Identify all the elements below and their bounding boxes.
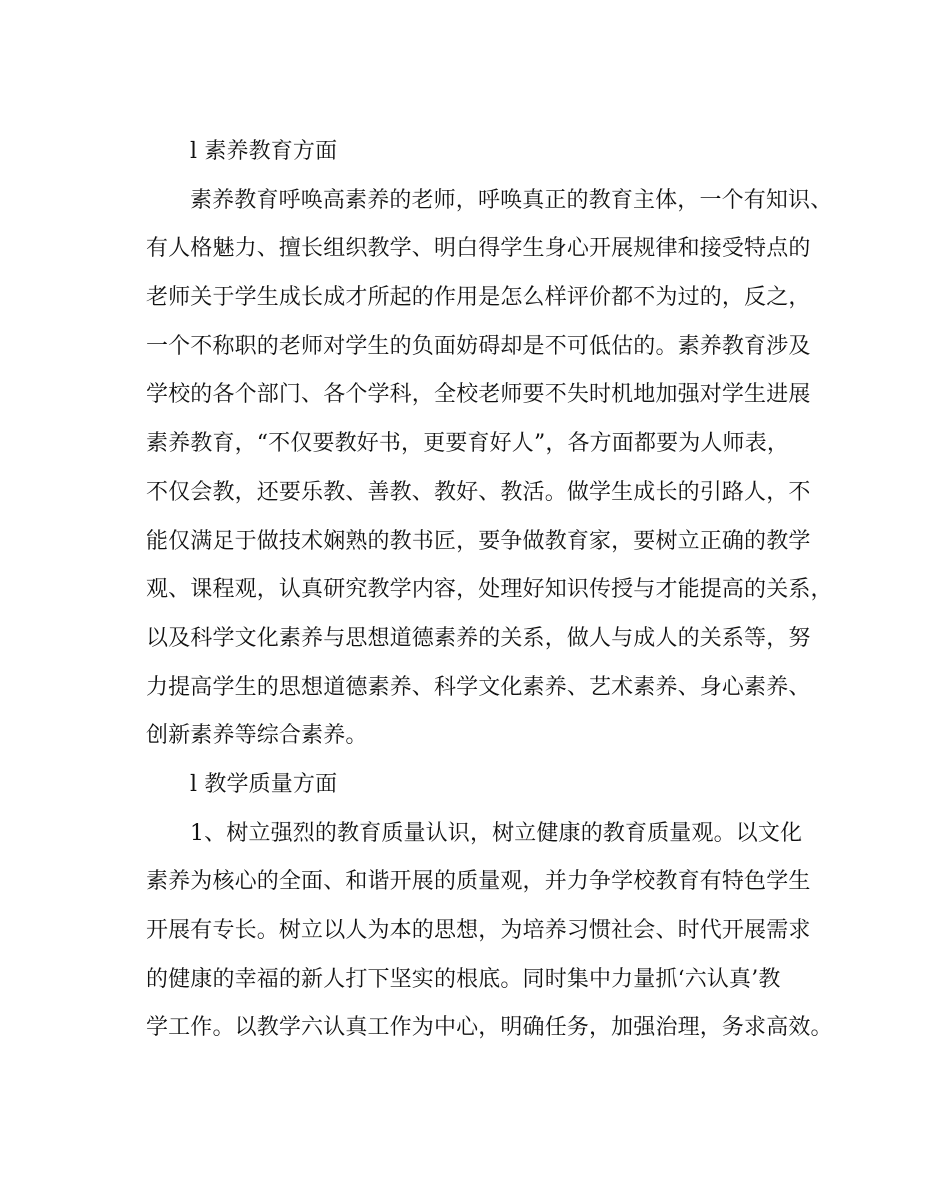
paragraph-line: 能仅满足于做技术娴熟的教书匠，要争做教育家，要树立正确的教学 bbox=[146, 528, 811, 554]
paragraph-line: 有人格魅力、擅长组织教学、明白得学生身心开展规律和接受特点的 bbox=[146, 236, 811, 262]
section-heading-quality-education: l 素养教育方面 bbox=[190, 139, 338, 164]
paragraph-line: 1、树立强烈的教育质量认识，树立健康的教育质量观。以文化 bbox=[190, 820, 803, 846]
paragraph-line: 素养教育呼唤高素养的老师，呼唤真正的教育主体，一个有知识、 bbox=[190, 187, 833, 213]
paragraph-line: 创新素养等综合素养。 bbox=[146, 723, 368, 749]
paragraph-line: 以及科学文化素养与思想道德素养的关系，做人与成人的关系等，努 bbox=[146, 625, 811, 651]
paragraph-line: 学校的各个部门、各个学科，全校老师要不失时机地加强对学生进展 bbox=[146, 382, 811, 408]
paragraph-line: 学工作。以教学六认真工作为中心，明确任务，加强治理，务求高效。 bbox=[146, 1015, 833, 1041]
paragraph-line: 力提高学生的思想道德素养、科学文化素养、艺术素养、身心素养、 bbox=[146, 674, 811, 700]
paragraph-line: 一个不称职的老师对学生的负面妨碍却是不可低估的。素养教育涉及 bbox=[146, 333, 811, 359]
paragraph-line: 不仅会教，还要乐教、善教、教好、教活。做学生成长的引路人，不 bbox=[146, 479, 811, 505]
paragraph-line: 老师关于学生成长成才所起的作用是怎么样评价都不为过的，反之， bbox=[146, 285, 811, 311]
section-heading-teaching-quality: l 教学质量方面 bbox=[190, 771, 338, 797]
paragraph-line: 素养教育，“不仅要教好书，更要育好人”，各方面都要为人师表， bbox=[146, 431, 789, 457]
document-body bbox=[146, 128, 833, 1053]
paragraph-line: 观、课程观，认真研究教学内容，处理好知识传授与才能提高的关系， bbox=[146, 577, 833, 603]
paragraph-line: 的健康的幸福的新人打下坚实的根底。同时集中力量抓‘六认真’教 bbox=[146, 966, 781, 992]
paragraph-line: 素养为核心的全面、和谐开展的质量观，并力争学校教育有特色学生 bbox=[146, 869, 811, 895]
paragraph-line: 开展有专长。树立以人为本的思想，为培养习惯社会、时代开展需求 bbox=[146, 918, 811, 943]
